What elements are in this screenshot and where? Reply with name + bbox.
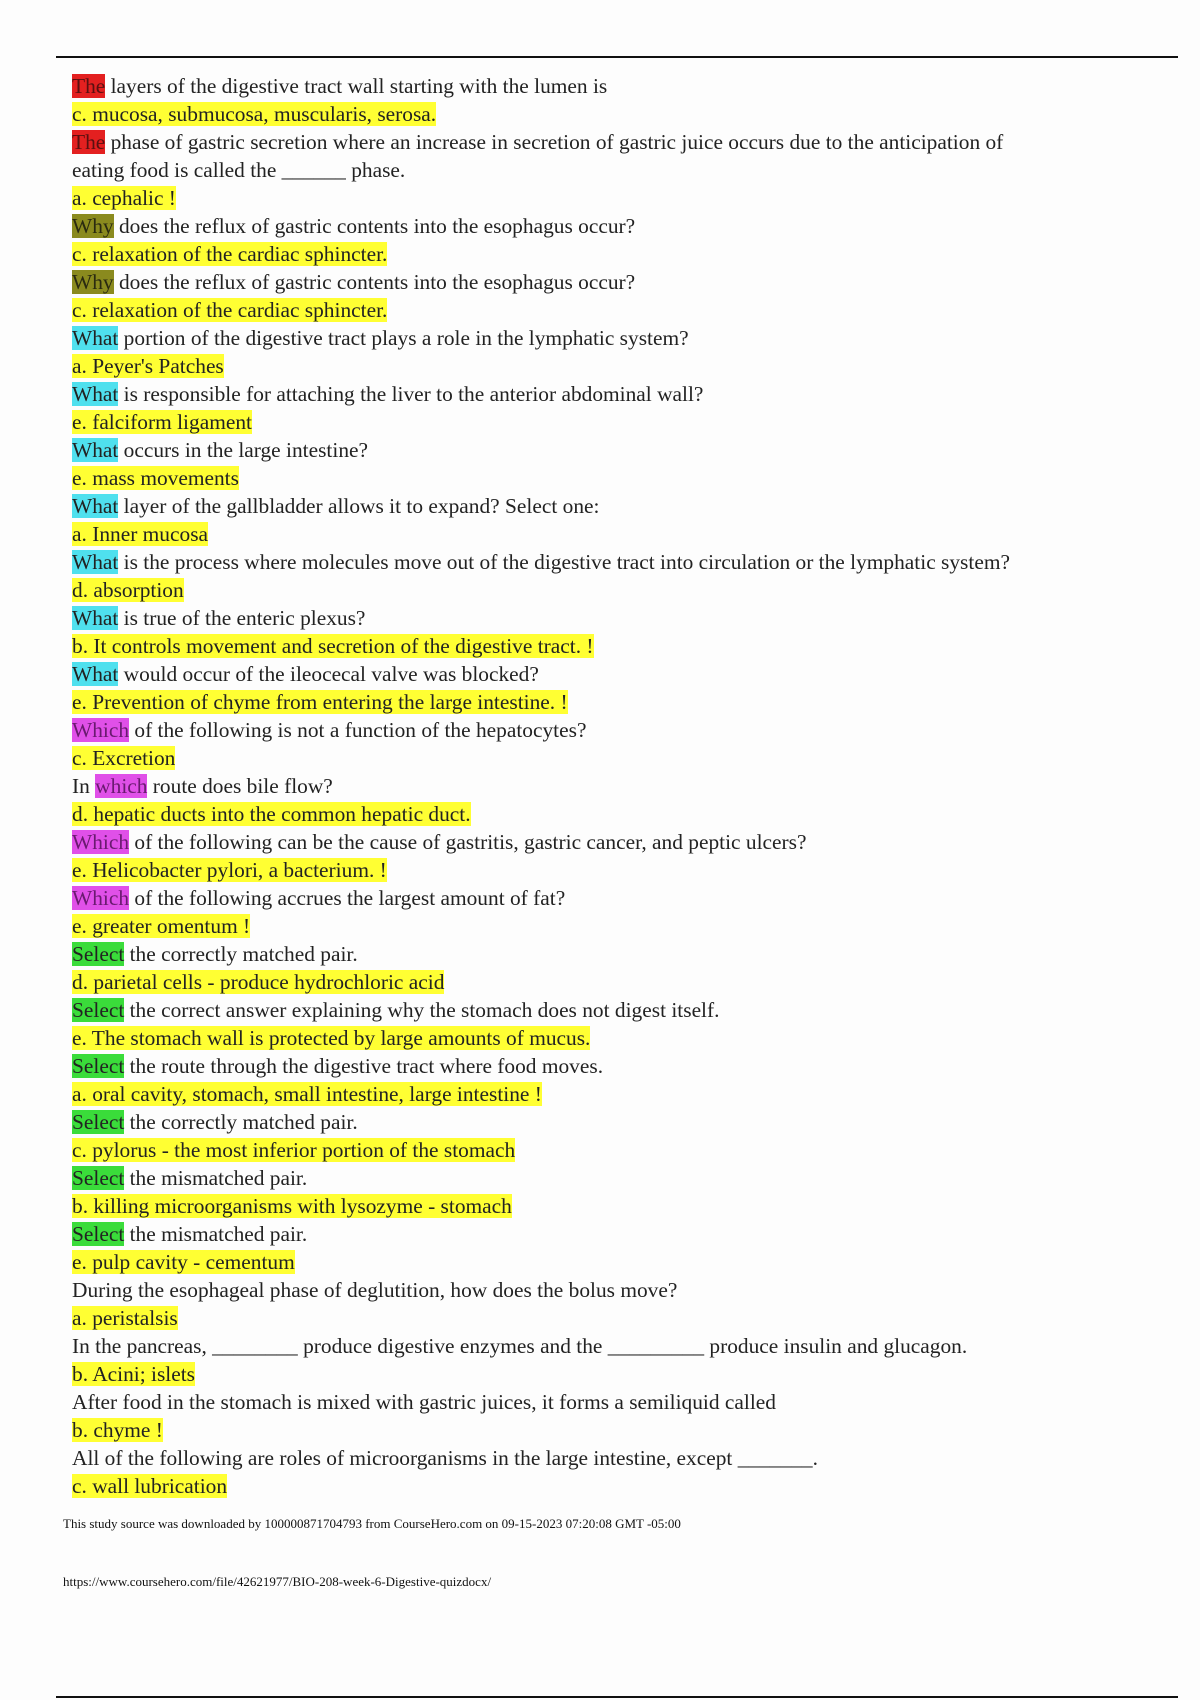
- quiz-document: [72, 72, 1132, 1500]
- question-line: [72, 996, 1132, 1024]
- question-text: During the esophageal phase of deglutition, how does the bolus move?: [72, 1278, 678, 1302]
- highlighted-keyword: Why: [72, 270, 114, 294]
- answer-line: [72, 408, 1132, 436]
- answer-line: [72, 912, 1132, 940]
- question-line: [72, 660, 1132, 688]
- answer-text: c. mucosa, submucosa, muscularis, serosa.: [72, 102, 437, 126]
- answer-line: [72, 240, 1132, 268]
- question-line: [72, 1444, 1132, 1472]
- answer-line: [72, 296, 1132, 324]
- top-rule: [56, 56, 1178, 58]
- answer-line: [72, 352, 1132, 380]
- question-line: [72, 716, 1132, 744]
- highlighted-keyword: What: [72, 438, 119, 462]
- question-text: of the following accrues the largest amount of fat?: [129, 886, 566, 910]
- answer-line: [72, 1080, 1132, 1108]
- question-line: [72, 1388, 1132, 1416]
- answer-text: e. greater omentum !: [72, 914, 251, 938]
- answer-line: [72, 576, 1132, 604]
- question-line: [72, 492, 1132, 520]
- bottom-rule: [56, 1696, 1178, 1698]
- question-text: the correctly matched pair.: [124, 1110, 358, 1134]
- answer-line: [72, 184, 1132, 212]
- answer-text: c. Excretion: [72, 746, 176, 770]
- highlighted-keyword: Select: [72, 998, 125, 1022]
- question-text: does the reflux of gastric contents into the esophagus occur?: [113, 270, 636, 294]
- answer-text: c. relaxation of the cardiac sphincter.: [72, 298, 388, 322]
- highlighted-keyword: Which: [72, 830, 130, 854]
- question-line: [72, 604, 1132, 632]
- highlighted-keyword: What: [72, 606, 119, 630]
- question-text: eating food is called the ______ phase.: [72, 158, 406, 182]
- answer-text: b. Acini; islets: [72, 1362, 195, 1386]
- question-line: [72, 436, 1132, 464]
- question-line: [72, 884, 1132, 912]
- answer-line: [72, 1416, 1132, 1444]
- source-url: https://www.coursehero.com/file/42621977/BIO-208-week-6-Digestive-quizdocx/: [63, 1574, 492, 1589]
- highlighted-keyword: What: [72, 662, 119, 686]
- answer-line: [72, 1360, 1132, 1388]
- answer-text: e. The stomach wall is protected by large amounts of mucus.: [72, 1026, 591, 1050]
- answer-text: b. It controls movement and secretion of the digestive tract. !: [72, 634, 594, 658]
- highlighted-keyword: What: [72, 382, 119, 406]
- highlighted-keyword: Which: [72, 886, 130, 910]
- answer-text: e. mass movements: [72, 466, 239, 490]
- answer-line: [72, 800, 1132, 828]
- question-text: is true of the enteric plexus?: [118, 606, 366, 630]
- highlighted-keyword: Select: [72, 1110, 125, 1134]
- answer-text: a. Inner mucosa: [72, 522, 209, 546]
- answer-line: [72, 520, 1132, 548]
- question-line: [72, 772, 1132, 800]
- answer-text: a. cephalic !: [72, 186, 176, 210]
- answer-line: [72, 688, 1132, 716]
- highlighted-keyword: which: [95, 774, 148, 798]
- question-text: would occur of the ileocecal valve was blocked?: [118, 662, 539, 686]
- answer-text: c. relaxation of the cardiac sphincter.: [72, 242, 388, 266]
- question-line: [72, 1052, 1132, 1080]
- question-text: phase of gastric secretion where an increase in secretion of gastric juice occurs due to the anticipation of: [105, 130, 1004, 154]
- highlighted-keyword: Which: [72, 718, 130, 742]
- question-text: After food in the stomach is mixed with gastric juices, it forms a semiliquid called: [72, 1390, 776, 1414]
- answer-line: [72, 968, 1132, 996]
- question-text: the mismatched pair.: [124, 1222, 308, 1246]
- answer-text: b. chyme !: [72, 1418, 163, 1442]
- highlighted-keyword: The: [72, 74, 106, 98]
- question-line: [72, 1332, 1132, 1360]
- download-note: This study source was downloaded by 100000871704793 from CourseHero.com on 09-15-2023 07:20:08 GMT -05:00: [63, 1516, 681, 1531]
- question-text: the correct answer explaining why the stomach does not digest itself.: [124, 998, 720, 1022]
- highlighted-keyword: Select: [72, 1166, 125, 1190]
- answer-line: [72, 1024, 1132, 1052]
- question-text: of the following is not a function of the hepatocytes?: [129, 718, 587, 742]
- highlighted-keyword: What: [72, 326, 119, 350]
- question-text: In the pancreas, ________ produce digestive enzymes and the _________ produce insulin and glucagon.: [72, 1334, 968, 1358]
- question-line: [72, 156, 1132, 184]
- answer-text: a. peristalsis: [72, 1306, 178, 1330]
- answer-text: e. falciform ligament: [72, 410, 252, 434]
- question-line: [72, 1220, 1132, 1248]
- question-line: [72, 828, 1132, 856]
- question-text: the mismatched pair.: [124, 1166, 308, 1190]
- question-line: [72, 1108, 1132, 1136]
- question-text: route does bile flow?: [147, 774, 333, 798]
- question-text: of the following can be the cause of gastritis, gastric cancer, and peptic ulcers?: [129, 830, 807, 854]
- answer-text: d. hepatic ducts into the common hepatic duct.: [72, 802, 471, 826]
- answer-text: c. pylorus - the most inferior portion of the stomach: [72, 1138, 516, 1162]
- question-text: occurs in the large intestine?: [118, 438, 368, 462]
- question-line: [72, 1164, 1132, 1192]
- question-text: the route through the digestive tract where food moves.: [124, 1054, 604, 1078]
- answer-text: a. oral cavity, stomach, small intestine, large intestine !: [72, 1082, 542, 1106]
- highlighted-keyword: What: [72, 550, 119, 574]
- highlighted-keyword: Select: [72, 1222, 125, 1246]
- answer-text: d. parietal cells - produce hydrochloric acid: [72, 970, 445, 994]
- highlighted-keyword: What: [72, 494, 119, 518]
- answer-line: [72, 100, 1132, 128]
- question-line: [72, 940, 1132, 968]
- question-text: the correctly matched pair.: [124, 942, 358, 966]
- question-text: does the reflux of gastric contents into the esophagus occur?: [113, 214, 636, 238]
- answer-line: [72, 744, 1132, 772]
- answer-text: e. pulp cavity - cementum: [72, 1250, 295, 1274]
- question-line: [72, 380, 1132, 408]
- question-text: layers of the digestive tract wall starting with the lumen is: [105, 74, 608, 98]
- answer-line: [72, 632, 1132, 660]
- highlighted-keyword: Select: [72, 1054, 125, 1078]
- highlighted-keyword: Select: [72, 942, 125, 966]
- answer-text: e. Helicobacter pylori, a bacterium. !: [72, 858, 387, 882]
- question-line: [72, 548, 1132, 576]
- answer-text: b. killing microorganisms with lysozyme - stomach: [72, 1194, 512, 1218]
- answer-line: [72, 1472, 1132, 1500]
- answer-text: c. wall lubrication: [72, 1474, 228, 1498]
- answer-line: [72, 1136, 1132, 1164]
- question-line: [72, 268, 1132, 296]
- answer-text: d. absorption: [72, 578, 184, 602]
- highlighted-keyword: The: [72, 130, 106, 154]
- question-text: layer of the gallbladder allows it to expand? Select one:: [118, 494, 600, 518]
- answer-line: [72, 1192, 1132, 1220]
- answer-text: e. Prevention of chyme from entering the large intestine. !: [72, 690, 568, 714]
- question-text: All of the following are roles of microorganisms in the large intestine, except _______.: [72, 1446, 818, 1470]
- question-text: portion of the digestive tract plays a role in the lymphatic system?: [118, 326, 689, 350]
- question-line: [72, 128, 1132, 156]
- question-prefix: In: [72, 774, 96, 798]
- question-line: [72, 212, 1132, 240]
- answer-line: [72, 856, 1132, 884]
- question-line: [72, 72, 1132, 100]
- answer-line: [72, 1248, 1132, 1276]
- question-text: is responsible for attaching the liver to the anterior abdominal wall?: [118, 382, 704, 406]
- question-line: [72, 1276, 1132, 1304]
- highlighted-keyword: Why: [72, 214, 114, 238]
- question-line: [72, 324, 1132, 352]
- answer-line: [72, 464, 1132, 492]
- answer-line: [72, 1304, 1132, 1332]
- question-text: is the process where molecules move out of the digestive tract into circulation or the lymphatic system?: [118, 550, 1010, 574]
- answer-text: a. Peyer's Patches: [72, 354, 224, 378]
